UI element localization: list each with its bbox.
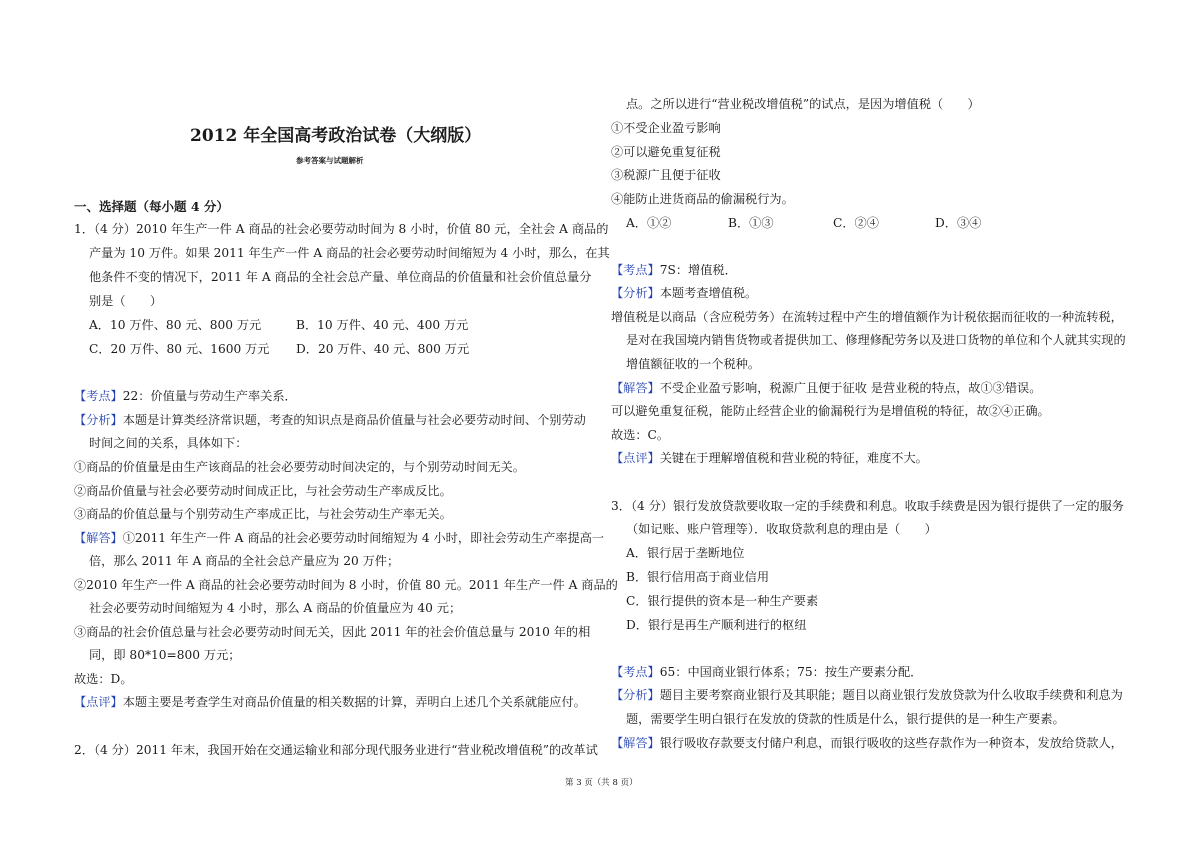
answer-1-jieda-cont: 倍，那么 2011 年 A 商品的全社会总产量应为 20 万件；	[89, 554, 400, 568]
fenxi-tag: 【分析】	[611, 688, 660, 702]
kaodian-text: 22：价值量与劳动生产率关系．	[122, 389, 297, 403]
answer-2-fenxi	[611, 285, 757, 301]
fenxi-text: 题目主要考察商业银行及其职能；题目以商业银行发放贷款为什么收取手续费和利息为	[659, 688, 1123, 702]
answer-2-choice: 故选：C。	[611, 428, 670, 442]
kaodian-tag: 【考点】	[611, 665, 660, 679]
question-2-line: 2．（4 分）2011 年末，我国开始在交通运输业和部分现代服务业进行“营业税改增值税”的改革试	[74, 743, 598, 757]
page-title: 2012 年全国高考政治试卷（大纲版）	[190, 126, 482, 146]
answer-1-choice: 故选：D。	[74, 672, 133, 686]
fenxi-text: 本题考查增值税。	[659, 286, 758, 300]
answer-1-jieda	[74, 530, 604, 546]
question-1-option-c: C．20 万件、80 元、1600 万元	[89, 342, 270, 356]
jieda-tag: 【解答】	[611, 381, 660, 395]
answer-1-more: 社会必要劳动时间缩短为 4 小时，那么 A 商品的价值量应为 40 元；	[89, 601, 462, 615]
question-3-option-d: D．银行是再生产顺利进行的枢纽	[626, 618, 807, 632]
answer-1-dianping	[74, 694, 586, 710]
question-2-item: ②可以避免重复征税	[611, 145, 721, 159]
answer-3-fenxi-cont: 题，需要学生明白银行在发放的贷款的性质是什么，银行提供的是一种生产要素。	[626, 712, 1065, 726]
question-1-option-b: B．10 万件、40 元、400 万元	[296, 318, 469, 332]
jieda-text: 不受企业盈亏影响，税源广且便于征收 是营业税的特点，故①③错误。	[659, 381, 1042, 395]
question-2-item: ①不受企业盈亏影响	[611, 121, 721, 135]
question-2-option-c: C．②④	[833, 216, 879, 230]
question-1-line: 产量为 10 万件。如果 2011 年生产一件 A 商品的社会必要劳动时间缩短为 4 小时，那么，在其	[89, 246, 610, 260]
question-2-option-d: D．③④	[935, 216, 982, 230]
question-2-option-b: B．①③	[728, 216, 774, 230]
dianping-text: 本题主要是考查学生对商品价值量的相关数据的计算，弄明白上述几个关系就能应付。	[122, 695, 586, 709]
question-2-item: ④能防止进货商品的偷漏税行为。	[611, 192, 794, 206]
answer-1-fenxi	[74, 412, 586, 428]
fenxi-tag: 【分析】	[611, 286, 660, 300]
dianping-text: 关键在于理解增值税和营业税的特征，难度不大。	[659, 451, 928, 465]
question-3-line: 3．（4 分）银行发放贷款要收取一定的手续费和利息。收取手续费是因为银行提供了一定的服务	[611, 499, 1124, 513]
answer-1-kaodian	[74, 388, 297, 404]
kaodian-tag: 【考点】	[74, 389, 123, 403]
answer-1-point: ①商品的价值量是由生产该商品的社会必要劳动时间决定的，与个别劳动时间无关。	[74, 460, 525, 474]
question-1-line: 他条件不变的情况下，2011 年 A 商品的全社会总产量、单位商品的价值量和社会价值总量分	[89, 270, 592, 284]
dianping-tag: 【点评】	[611, 451, 660, 465]
answer-1-more: ③商品的社会价值总量与社会必要劳动时间无关，因此 2011 年的社会价值总量与 2010 年的相	[74, 625, 591, 639]
page-subtitle: 参考答案与试题解析	[296, 156, 364, 165]
fenxi-text: 本题是计算类经济常识题，考查的知识点是商品价值量与社会必要劳动时间、个别劳动	[122, 413, 586, 427]
question-3-option-a: A．银行居于垄断地位	[626, 546, 745, 560]
jieda-text: 银行吸收存款要支付储户利息，而银行吸收的这些存款作为一种资本，发放给贷款人，	[659, 736, 1123, 750]
page-footer: 第 3 页（共 8 页）	[565, 778, 638, 788]
question-1-line: 1．（4 分）2010 年生产一件 A 商品的社会必要劳动时间为 8 小时，价值 80 元，全社会 A 商品的	[74, 222, 609, 236]
jieda-tag: 【解答】	[611, 736, 660, 750]
answer-3-jieda	[611, 735, 1123, 751]
answer-2-more: 可以避免重复征税，能防止经营企业的偷漏税行为是增值税的特征，故②④正确。	[611, 404, 1050, 418]
answer-2-jieda	[611, 380, 1041, 396]
kaodian-text: 65：中国商业银行体系；75：按生产要素分配．	[659, 665, 923, 679]
answer-1-point: ②商品价值量与社会必要劳动时间成正比，与社会劳动生产率成反比。	[74, 484, 452, 498]
answer-2-body: 增值额征收的一个税种。	[626, 357, 761, 371]
question-3-line: （如记账、账户管理等）．收取贷款利息的理由是（ ）	[626, 522, 937, 536]
answer-1-more: ②2010 年生产一件 A 商品的社会必要劳动时间为 8 小时，价值 80 元。2011 年生产一件 A 商品的	[74, 578, 618, 592]
question-1-line: 别是（ ）	[89, 294, 163, 308]
question-2-option-a: A．①②	[626, 216, 672, 230]
question-1-option-d: D．20 万件、40 元、800 万元	[296, 342, 470, 356]
answer-1-more: 同，即 80*10=800 万元；	[89, 648, 241, 662]
answer-1-fenxi-cont: 时间之间的关系，具体如下：	[89, 436, 248, 450]
answer-1-point: ③商品的价值总量与个别劳动生产率成正比，与社会劳动生产率无关。	[74, 507, 452, 521]
kaodian-tag: 【考点】	[611, 263, 660, 277]
kaodian-text: 7S：增值税．	[659, 263, 737, 277]
question-1-option-a: A．10 万件、80 元、800 万元	[89, 318, 262, 332]
question-2-line: 点。之所以进行“营业税改增值税”的试点，是因为增值税（ ）	[626, 97, 980, 111]
fenxi-tag: 【分析】	[74, 413, 123, 427]
question-3-option-b: B．银行信用高于商业信用	[626, 570, 770, 584]
answer-2-body: 是对在我国境内销售货物或者提供加工、修理修配劳务以及进口货物的单位和个人就其实现的	[626, 333, 1126, 347]
answer-3-fenxi	[611, 687, 1123, 703]
jieda-text: ①2011 年生产一件 A 商品的社会必要劳动时间缩短为 4 小时，即社会劳动生产率提高一	[122, 531, 605, 545]
section-heading: 一、选择题（每小题 4 分）	[74, 199, 229, 214]
answer-2-kaodian	[611, 262, 737, 278]
jieda-tag: 【解答】	[74, 531, 123, 545]
question-2-item: ③税源广且便于征收	[611, 168, 721, 182]
answer-3-kaodian	[611, 664, 922, 680]
dianping-tag: 【点评】	[74, 695, 123, 709]
answer-2-dianping	[611, 450, 928, 466]
question-3-option-c: C．银行提供的资本是一种生产要素	[626, 594, 819, 608]
answer-2-body: 增值税是以商品（含应税劳务）在流转过程中产生的增值额作为计税依据而征收的一种流转税，	[611, 310, 1123, 324]
